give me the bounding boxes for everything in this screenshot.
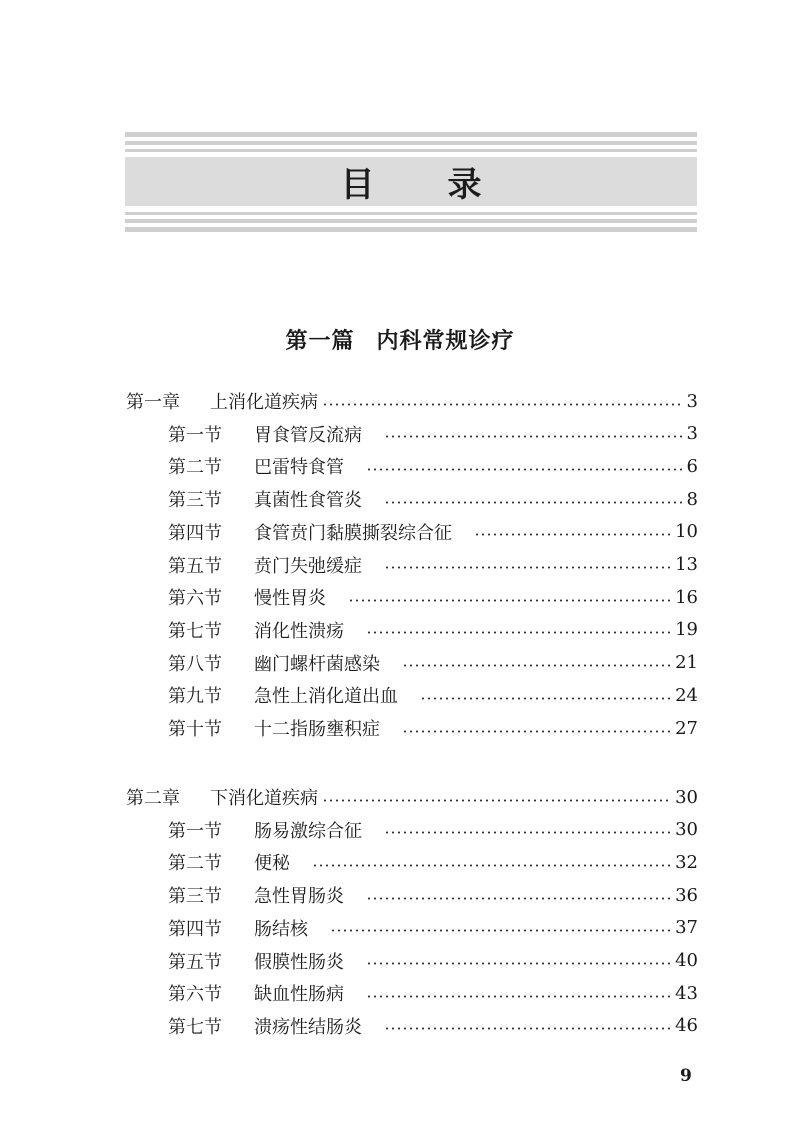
section-entry-title: 消化性溃疡 [254, 620, 344, 642]
section-entry-title: 急性胃肠炎 [254, 886, 344, 908]
section-entry-number: 第一节 [168, 424, 222, 446]
section-entry [168, 550, 698, 580]
section-entry-number: 第九节 [168, 686, 222, 708]
section-entry-title: 十二指肠壅积症 [254, 719, 380, 740]
part-number: 第一篇 [285, 328, 355, 354]
chapter-entry-number: 第二章 [126, 788, 180, 809]
dot-leader [366, 897, 671, 900]
section-entry-page: 46 [675, 1015, 698, 1037]
header-stripe [125, 219, 697, 223]
page-title: 目 录 [340, 165, 513, 205]
header-stripe [125, 132, 697, 137]
section-entry-number: 第五节 [168, 951, 222, 973]
section-entry-page: 3 [686, 423, 698, 445]
section-entry-page: 13 [675, 554, 698, 575]
dot-leader [330, 929, 671, 932]
chapter-entry [126, 782, 698, 812]
dot-leader [384, 435, 683, 438]
section-entry [168, 978, 698, 1008]
section-entry [168, 847, 698, 877]
section-entry-title: 肠结核 [254, 918, 308, 940]
section-entry-title: 便秘 [254, 853, 290, 875]
section-entry-number: 第二节 [168, 853, 222, 875]
section-entry-number: 第四节 [168, 918, 222, 940]
section-entry [168, 913, 698, 943]
header-stripe [125, 141, 697, 145]
section-entry-number: 第五节 [168, 555, 222, 577]
section-entry-title: 食管贲门黏膜撕裂综合征 [254, 522, 452, 544]
section-entry-page: 36 [675, 884, 698, 906]
section-entry-page: 27 [675, 717, 698, 739]
dot-leader [402, 664, 671, 667]
section-entry-page: 8 [686, 488, 698, 510]
section-entry-number: 第七节 [168, 1016, 222, 1038]
title-bar [125, 157, 697, 206]
chapter-entry-page: 3 [686, 390, 698, 412]
header-stripe [125, 149, 697, 152]
chapter-entry-title: 上消化道疾病 [210, 392, 318, 413]
section-entry-number: 第十节 [168, 719, 222, 740]
dot-leader [322, 799, 671, 802]
chapter-entry-title: 下消化道疾病 [210, 788, 318, 809]
dot-leader [366, 962, 671, 965]
section-entry-number: 第七节 [168, 620, 222, 642]
section-entry-title: 真菌性食管炎 [254, 490, 362, 512]
dot-leader [384, 1027, 671, 1030]
section-entry-number: 第六节 [168, 984, 222, 1006]
part-name: 内科常规诊疗 [376, 328, 515, 354]
section-entry-title: 急性上消化道出血 [254, 686, 398, 708]
section-entry [168, 880, 698, 910]
header-stripe [125, 212, 697, 215]
part-heading [0, 324, 800, 355]
section-entry-title: 缺血性肠病 [254, 984, 344, 1006]
chapter-entry [126, 386, 698, 416]
dot-leader [420, 697, 671, 700]
section-entry-title: 假膜性肠炎 [254, 951, 344, 973]
section-entry-title: 肠易激综合征 [254, 820, 362, 842]
dot-leader [402, 730, 671, 733]
section-entry-page: 10 [675, 521, 698, 543]
dot-leader [348, 599, 671, 602]
section-entry-number: 第三节 [168, 886, 222, 908]
section-entry-number: 第一节 [168, 820, 222, 842]
page-number: 9 [680, 1066, 692, 1086]
section-entry-number: 第二节 [168, 457, 222, 479]
section-entry-number: 第六节 [168, 588, 222, 610]
section-entry-title: 溃疡性结肠炎 [254, 1016, 362, 1038]
section-entry-page: 21 [675, 652, 698, 674]
dot-leader [474, 533, 671, 536]
section-entry [168, 615, 698, 645]
section-entry-page: 6 [686, 455, 698, 477]
section-entry [168, 1011, 698, 1041]
section-entry [168, 648, 698, 678]
dot-leader [366, 631, 671, 634]
section-entry [168, 517, 698, 547]
dot-leader [366, 995, 671, 998]
header-stripe [125, 227, 697, 232]
section-entry-page: 32 [675, 851, 698, 873]
section-entry-title: 胃食管反流病 [254, 424, 362, 446]
section-entry-page: 16 [675, 586, 698, 608]
section-entry-title: 慢性胃炎 [254, 588, 326, 610]
dot-leader [384, 566, 671, 569]
section-entry [168, 815, 698, 845]
section-entry-number: 第八节 [168, 653, 222, 675]
section-entry-page: 30 [675, 819, 698, 841]
section-entry-title: 贲门失弛缓症 [254, 555, 362, 577]
section-entry-number: 第三节 [168, 490, 222, 512]
dot-leader [384, 831, 671, 834]
section-entry-title: 幽门螺杆菌感染 [254, 653, 380, 675]
dot-leader [322, 403, 683, 406]
section-entry [168, 582, 698, 612]
section-entry [168, 451, 698, 481]
section-entry [168, 419, 698, 449]
dot-leader [384, 501, 683, 504]
section-entry-page: 19 [675, 619, 698, 641]
dot-leader [366, 468, 683, 471]
dot-leader [312, 864, 671, 867]
section-entry [168, 680, 698, 710]
section-entry-page: 24 [675, 684, 698, 706]
section-entry [168, 484, 698, 514]
section-entry-page: 43 [675, 982, 698, 1004]
section-entry-title: 巴雷特食管 [254, 457, 344, 479]
section-entry-page: 37 [675, 917, 698, 939]
chapter-entry-number: 第一章 [126, 392, 180, 413]
section-entry-number: 第四节 [168, 522, 222, 544]
section-entry [168, 713, 698, 743]
chapter-entry-page: 30 [675, 786, 698, 808]
section-entry [168, 946, 698, 976]
section-entry-page: 40 [675, 950, 698, 971]
